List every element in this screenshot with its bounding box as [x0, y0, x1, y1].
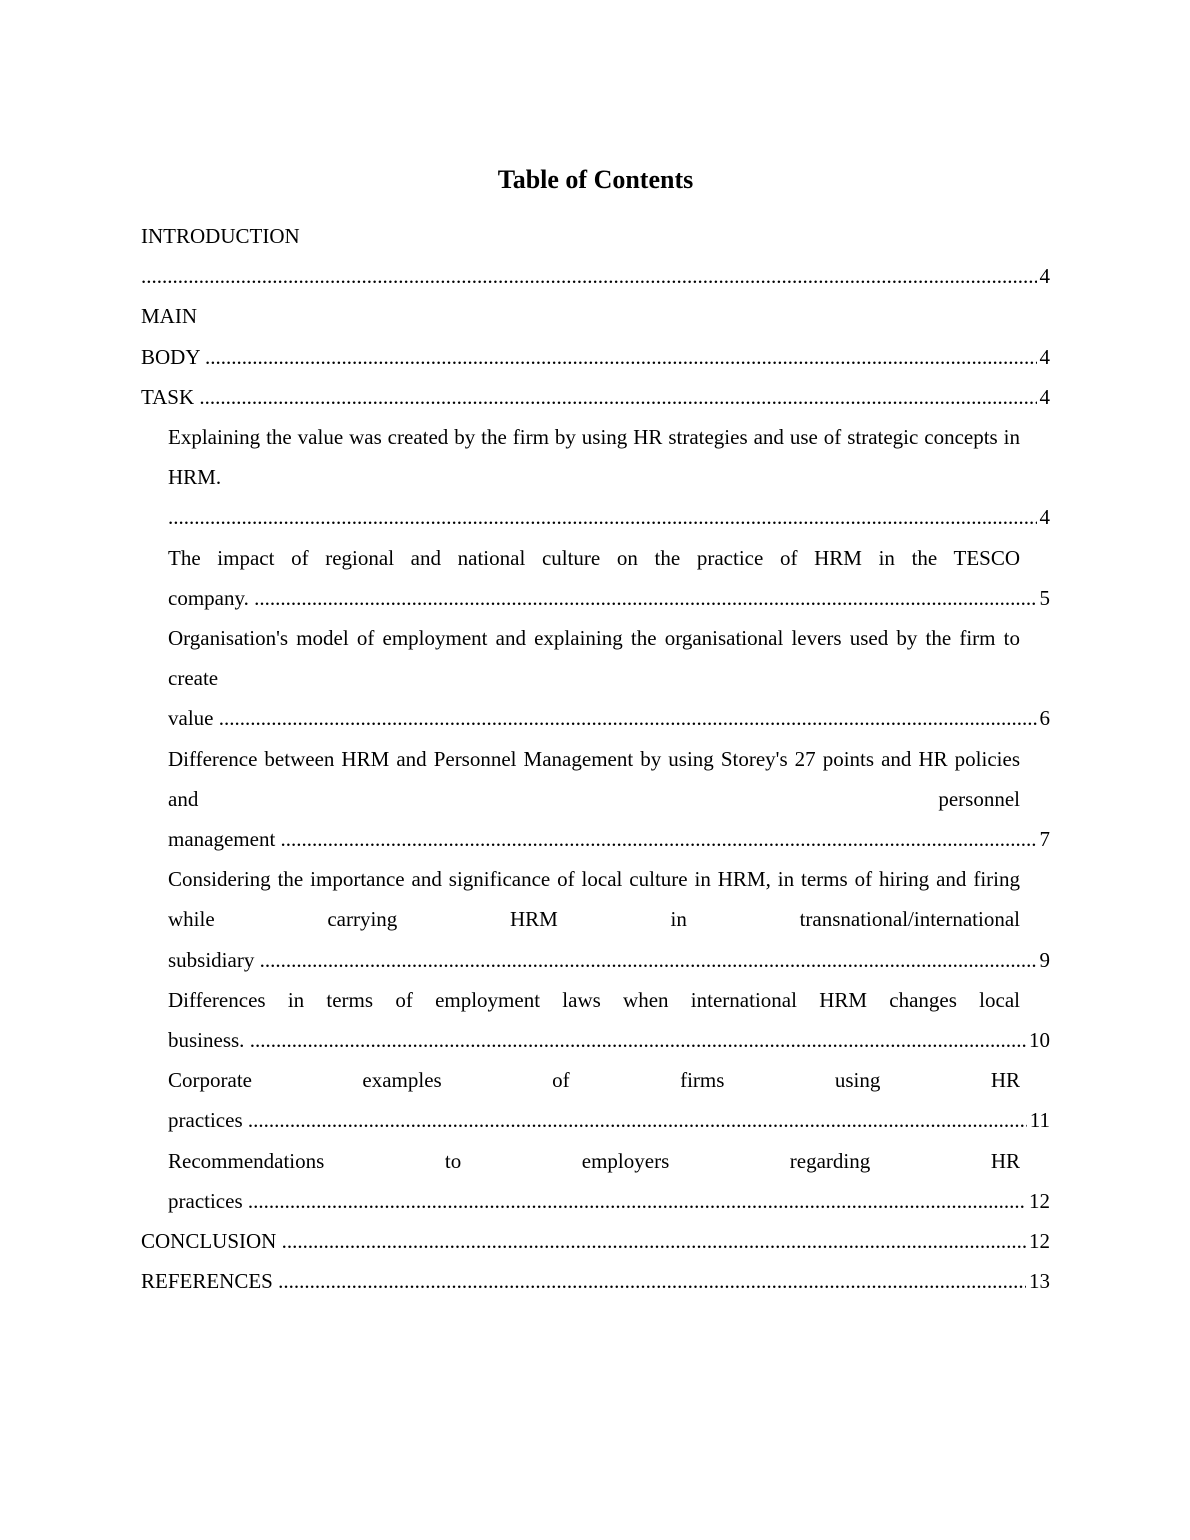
- toc-page-number: 11: [1027, 1100, 1050, 1140]
- toc-page-number: 5: [1037, 578, 1051, 618]
- toc-container: [141, 160, 1050, 1301]
- toc-page-number: 7: [1037, 819, 1051, 859]
- toc-entry-introduction[interactable]: [141, 216, 1050, 296]
- toc-entry-text: Considering the importance and significance of local culture in HRM, in terms of hiring and firing while carrying HRM in transnational/international subsidiary .....: [168, 859, 1050, 980]
- toc-entry-text: Difference between HRM and Personnel Management by using Storey's 27 points and HR policies and personnel management .....: [168, 739, 1050, 860]
- toc-entry-employment-laws[interactable]: [168, 980, 1050, 1060]
- toc-entry-conclusion[interactable]: [141, 1221, 1050, 1261]
- toc-entry-corporate-examples[interactable]: [168, 1060, 1050, 1140]
- toc-entry-text: MAIN BODY .....: [141, 296, 1050, 376]
- toc-page-number: 6: [1037, 698, 1051, 738]
- toc-page-number: 12: [1026, 1181, 1050, 1221]
- toc-entry-text: Recommendations to employers regarding HR practices .....: [168, 1141, 1050, 1221]
- toc-entry-text: REFERENCES .....: [141, 1261, 1050, 1301]
- toc-entry-employment-model[interactable]: [168, 618, 1050, 739]
- toc-page-number: 4: [1037, 377, 1051, 417]
- toc-page-number: 4: [1037, 497, 1051, 537]
- toc-entry-text: TASK .....: [141, 377, 1050, 417]
- toc-entry-local-culture[interactable]: [168, 859, 1050, 980]
- toc-entry-hrm-vs-personnel[interactable]: [168, 739, 1050, 860]
- toc-page-number: 10: [1026, 1020, 1050, 1060]
- toc-entry-task[interactable]: [141, 377, 1050, 417]
- toc-entry-text: Corporate examples of firms using HR practices .....: [168, 1060, 1050, 1140]
- toc-entry-text: Organisation's model of employment and explaining the organisational levers used by the firm to create value .....: [168, 618, 1050, 739]
- toc-page-number: 4: [1037, 337, 1051, 377]
- page-title: Table of Contents: [497, 165, 694, 194]
- toc-page-number: 13: [1026, 1261, 1050, 1301]
- toc-list: [141, 216, 1050, 1301]
- toc-entry-culture-impact[interactable]: [168, 538, 1050, 618]
- toc-entry-main-body[interactable]: [141, 296, 1050, 376]
- toc-entry-text: Explaining the value was created by the firm by using HR strategies and use of strategic concepts in HRM. .....: [168, 417, 1050, 538]
- toc-page-number: 4: [1037, 256, 1051, 296]
- toc-entry-value-created[interactable]: [168, 417, 1050, 538]
- toc-page-number: 9: [1037, 940, 1051, 980]
- toc-entry-text: Differences in terms of employment laws when international HRM changes local business. .....: [168, 980, 1050, 1060]
- toc-entry-text: The impact of regional and national culture on the practice of HRM in the TESCO company. .....: [168, 538, 1050, 618]
- toc-entry-text: CONCLUSION .....: [141, 1221, 1050, 1261]
- toc-entry-references[interactable]: [141, 1261, 1050, 1301]
- toc-entry-recommendations[interactable]: [168, 1141, 1050, 1221]
- toc-page-number: 12: [1026, 1221, 1050, 1261]
- toc-entry-text: INTRODUCTION .....: [141, 216, 1050, 296]
